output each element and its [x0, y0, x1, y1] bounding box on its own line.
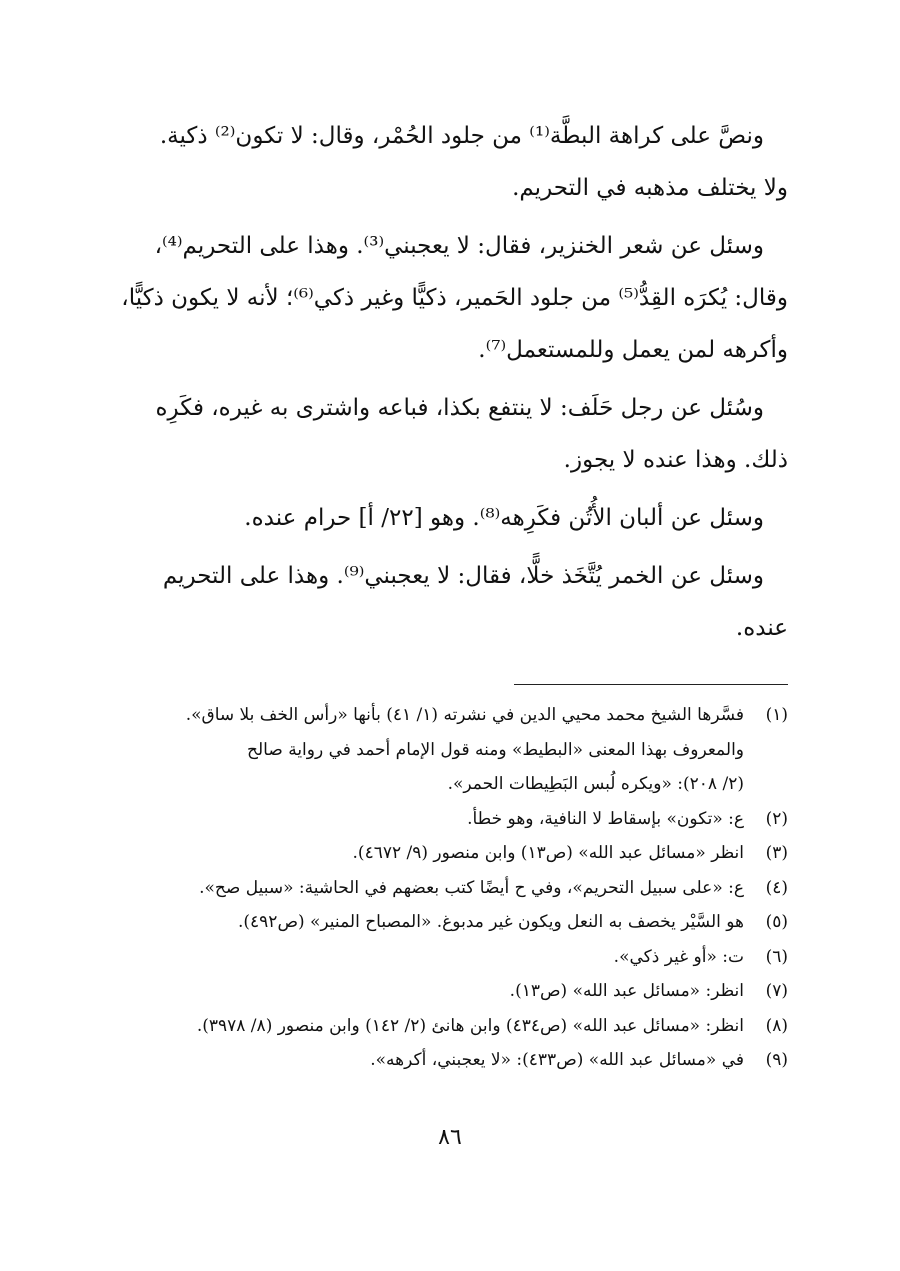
footnote-number: (١) [765, 705, 788, 725]
footnote-line: انظر: «مسائل عبد الله» (ص١٣). [509, 981, 744, 1001]
page-number: ٨٦ [438, 1125, 462, 1150]
footnote-text [112, 940, 744, 975]
main-text [112, 110, 788, 660]
footnote-text [112, 905, 744, 940]
footnote-line: ع: «على سبيل التحريم»، وفي ح أيضًا كتب بعضهم في الحاشية: «سبيل صح». [199, 877, 744, 898]
footnote-5 [112, 905, 788, 940]
footnote-line: والمعروف بهذا المعنى «البطيط» ومنه قول الإمام أحمد في رواية صالح [247, 739, 744, 760]
footnote-9 [112, 1043, 788, 1078]
footnote-line: ع: «تكون» بإسقاط لا النافية، وهو خطأ. [467, 808, 744, 829]
footnote-number: (٤) [765, 877, 788, 898]
footnote-text [112, 871, 744, 906]
paragraph-4 [112, 492, 788, 544]
footnote-line: انظر «مسائل عبد الله» (ص١٣) وابن منصور (٩/ ٤٦٧٢). [352, 843, 744, 863]
footnote-number: (٨) [765, 1015, 788, 1036]
paragraph-1-line-2: ولا يختلف مذهبه في التحريم. [512, 175, 788, 201]
footnote-number: (٦) [765, 946, 788, 967]
paragraph-3-line-1: وسُئل عن رجل حَلَف: لا ينتفع بكذا، فباعه واشترى به غيره، فكَرِه [155, 395, 764, 421]
footnote-4 [112, 871, 788, 906]
footnote-number: (٢) [765, 808, 788, 829]
paragraph-5-line-2: عنده. [735, 615, 788, 641]
paragraph-1 [112, 110, 788, 214]
paragraph-2-line-2: وقال: يُكرَه القِدُّ⁽⁵⁾ من جلود الحَمير، ذكيًّا وغير ذكي⁽⁶⁾؛ لأنه لا يكون ذكيًّا، [121, 285, 788, 311]
paragraph-4-line-1: وسئل عن ألبان الأُتُن فكَرِهه⁽⁸⁾. وهو [٢٢/ أ] حرام عنده. [244, 505, 764, 531]
paragraph-1-line-1: ونصَّ على كراهة البطَّة⁽¹⁾ من جلود الحُمْر، وقال: لا تكون⁽²⁾ ذكية. [159, 123, 764, 149]
paragraph-3-line-2: ذلك. وهذا عنده لا يجوز. [563, 447, 788, 473]
footnote-line: (٢/ ٢٠٨): «ويكره لُبس البَطِيطات الحمر». [447, 774, 744, 794]
paragraph-5-line-1: وسئل عن الخمر يُتَّخَذ خلًّا، فقال: لا يعجبني⁽⁹⁾. وهذا على التحريم [162, 563, 764, 589]
footnote-line: هو السَّيْر يخصف به النعل ويكون غير مدبوغ. «المصباح المنير» (ص٤٩٢). [237, 912, 744, 932]
footnote-divider [514, 684, 788, 685]
footnote-line: ت: «أو غير ذكي». [613, 946, 744, 967]
footnote-7 [112, 974, 788, 1009]
paragraph-2-line-3: وأكرهه لمن يعمل وللمستعمل⁽⁷⁾. [478, 337, 788, 363]
footnote-text [112, 1009, 744, 1044]
footnote-1 [112, 698, 788, 802]
footnote-text [112, 698, 744, 802]
footnote-line: انظر: «مسائل عبد الله» (ص٤٣٤) وابن هانئ (٢/ ١٤٢) وابن منصور (٨/ ٣٩٧٨). [196, 1015, 744, 1036]
paragraph-5 [112, 550, 788, 654]
paragraph-2 [112, 220, 788, 376]
footnote-6 [112, 940, 788, 975]
footnote-number: (٣) [765, 843, 788, 863]
footnote-line: فسَّرها الشيخ محمد محيي الدين في نشرته (١/ ٤١) بأنها «رأس الخف بلا ساق». [185, 705, 744, 725]
footnote-8 [112, 1009, 788, 1044]
footnote-2 [112, 802, 788, 837]
footnote-line: في «مسائل عبد الله» (ص٤٣٣): «لا يعجبني، أكرهه». [370, 1050, 744, 1070]
footnote-text [112, 1043, 744, 1078]
paragraph-2-line-1: وسئل عن شعر الخنزير، فقال: لا يعجبني⁽³⁾. وهذا على التحريم⁽⁴⁾، [154, 233, 764, 259]
paragraph-3 [112, 382, 788, 486]
footnote-text [112, 974, 744, 1009]
footnote-text [112, 836, 744, 871]
footnote-text [112, 802, 744, 837]
footnote-number: (٧) [765, 981, 788, 1001]
footnotes-section [112, 698, 788, 1078]
footnote-number: (٥) [765, 912, 788, 932]
footnote-number: (٩) [765, 1050, 788, 1070]
footnote-3 [112, 836, 788, 871]
